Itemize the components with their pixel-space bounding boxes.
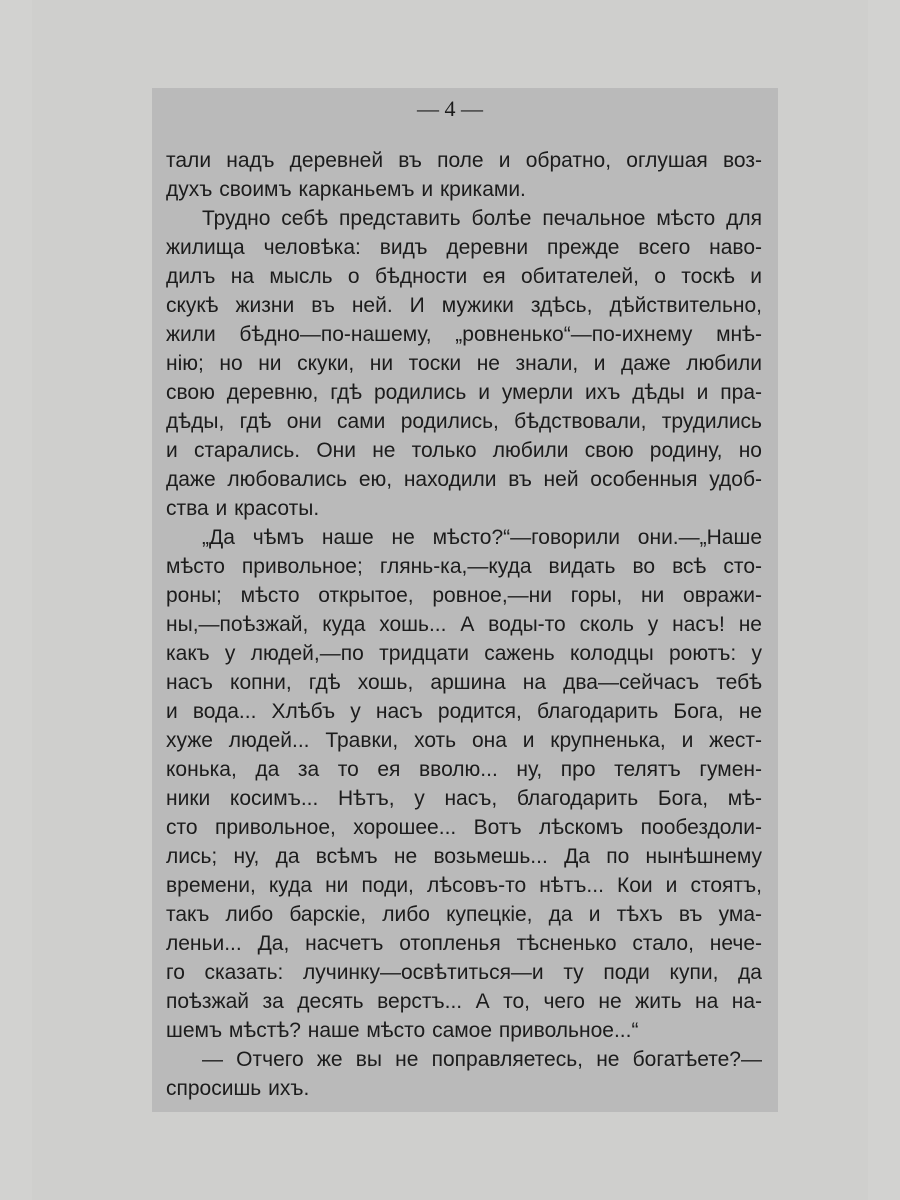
text-line: ства и красоты. (166, 497, 320, 520)
text-line: жилища человѣка: видъ деревни прежде всего наво- (166, 236, 762, 259)
text-line: мѣсто привольное; глянь-ка,—куда видать во всѣ сто- (166, 555, 762, 578)
text-line: хуже людей... Травки, хоть она и крупненька, и жест- (166, 729, 762, 752)
text-line: ники косимъ... Нѣтъ, у насъ, благодарить Бога, мѣ- (166, 787, 762, 810)
page-number: — 4 — (417, 96, 483, 121)
text-line: шемъ мѣстѣ? наше мѣсто самое привольное...“ (166, 1019, 639, 1042)
text-line: тали надъ деревней въ поле и обратно, оглушая воз- (166, 149, 762, 172)
text-line: спросишь ихъ. (166, 1077, 310, 1100)
text-line: даже любовались ею, находили въ ней особенныя удоб- (166, 468, 762, 491)
text-line: нію; но ни скуки, ни тоски не знали, и даже любили (166, 352, 762, 375)
text-line: и старались. Они не только любили свою родину, но (166, 439, 762, 462)
text-line: го сказать: лучинку—освѣтиться—и ту поди купи, да (166, 961, 762, 984)
text-line: ны,—поѣзжай, куда хошь... А воды-то сколь у насъ! не (166, 613, 762, 636)
text-line: поѣзжай за десять верстъ... А то, чего не жить на на- (166, 990, 762, 1013)
text-line: жили бѣдно—по-нашему, „ровненько“—по-ихнему мнѣ- (166, 323, 762, 346)
text-line: дѣды, гдѣ они сами родились, бѣдствовали, трудились (166, 410, 762, 433)
text-line: „Да чѣмъ наше не мѣсто?“—говорили они.—„Наше (202, 526, 762, 549)
text-line: дилъ на мысль о бѣдности ея обитателей, о тоскѣ и (166, 265, 762, 288)
text-line: конька, да за то ея вволю... ну, про телятъ гумен- (166, 758, 762, 781)
text-line: насъ копни, гдѣ хошь, аршина на два—сейчасъ тебѣ (166, 671, 762, 694)
text-line: роны; мѣсто открытое, ровное,—ни горы, ни овражи- (166, 584, 762, 607)
body-text (166, 146, 762, 1103)
text-line: духъ своимъ карканьемъ и криками. (166, 178, 526, 201)
text-line: и вода... Хлѣбъ у насъ родится, благодарить Бога, не (166, 700, 762, 723)
text-line: времени, куда ни поди, лѣсовъ-то нѣтъ... Кои и стоятъ, (166, 874, 762, 897)
text-line: какъ у людей,—по тридцати сажень колодцы роютъ: у (166, 642, 762, 665)
text-line: леньи... Да, насчетъ отопленья тѣсненько стало, нече- (166, 932, 762, 955)
text-line: скукѣ жизни въ ней. И мужики здѣсь, дѣйствительно, (166, 294, 762, 317)
text-line: такъ либо барскіе, либо купецкіе, да и тѣхъ въ ума- (166, 903, 762, 926)
text-line: свою деревню, гдѣ родились и умерли ихъ дѣды и пра- (166, 381, 762, 404)
text-line: — Отчего же вы не поправляетесь, не богатѣете?— (202, 1048, 762, 1071)
text-line: сто привольное, хорошее... Вотъ лѣскомъ пообездоли- (166, 816, 762, 839)
text-line: Трудно себѣ представить болѣе печальное мѣсто для (202, 207, 762, 230)
text-line: лись; ну, да всѣмъ не возьмешь... Да по нынѣшнему (166, 845, 762, 868)
